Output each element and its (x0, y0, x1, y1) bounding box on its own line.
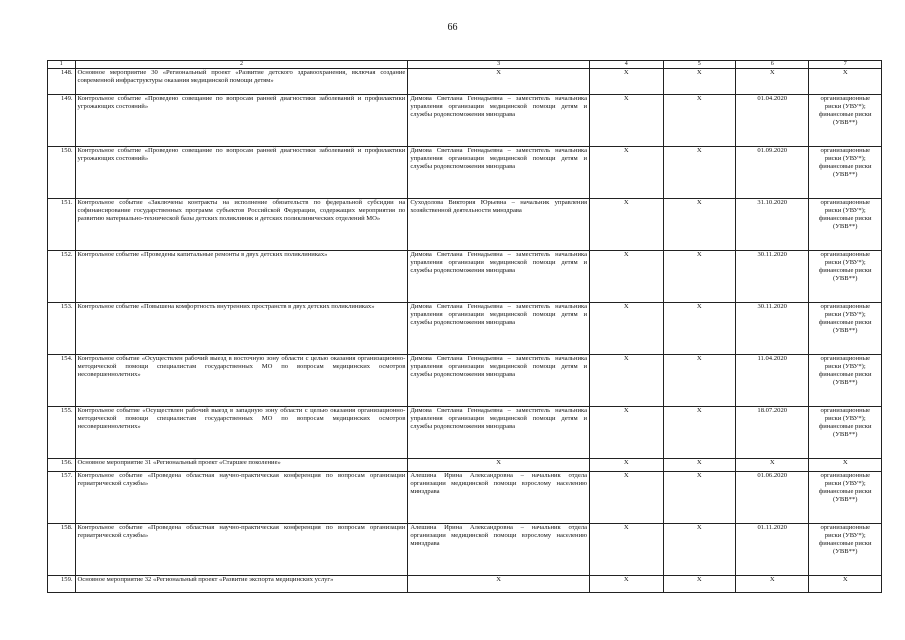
event-description: Контрольное событие «Осуществлен рабочий выезд в западную зону области с целью оказания организационно-методической помощи специалистам государственных МО по вопросам медицинских осмотров несовершеннолетних» (75, 407, 408, 459)
column-4-value: X (590, 459, 663, 472)
row-number: 153. (48, 303, 76, 355)
plan-table (47, 60, 882, 593)
risk-category: организационные риски (УВУ*); финансовые риски (УВВ**) (809, 303, 882, 355)
table-row (48, 407, 882, 459)
completion-date: 31.10.2020 (735, 199, 808, 251)
responsible-executor: X (408, 576, 590, 593)
column-5-value: X (663, 472, 735, 524)
risk-category: X (809, 69, 882, 95)
event-description: Контрольное событие «Проведена областная научно-практическая конференция по вопросам организации гериатрической службы» (75, 472, 408, 524)
completion-date: 01.06.2020 (735, 472, 808, 524)
column-4-value: X (590, 303, 663, 355)
column-4-value: X (590, 407, 663, 459)
column-4-value: X (590, 524, 663, 576)
column-4-value: X (590, 69, 663, 95)
column-5-value: X (663, 524, 735, 576)
responsible-executor: Димова Светлана Геннадьевна – заместитель начальника управления организации медицинской помощи детям и службы родовспоможения минздрава (408, 147, 590, 199)
risk-category: организационные риски (УВУ*); финансовые риски (УВВ**) (809, 147, 882, 199)
column-number-row (48, 61, 882, 69)
table-row (48, 576, 882, 593)
column-number: 6 (735, 61, 808, 69)
column-5-value: X (663, 199, 735, 251)
risk-category: организационные риски (УВУ*); финансовые риски (УВВ**) (809, 407, 882, 459)
completion-date: 01.09.2020 (735, 147, 808, 199)
column-5-value: X (663, 303, 735, 355)
table-row (48, 472, 882, 524)
responsible-executor: X (408, 69, 590, 95)
responsible-executor: X (408, 459, 590, 472)
event-description: Основное мероприятие 31 «Региональный проект «Старшее поколение» (75, 459, 408, 472)
row-number: 155. (48, 407, 76, 459)
column-4-value: X (590, 472, 663, 524)
row-number: 158. (48, 524, 76, 576)
event-description: Контрольное событие «Проведена областная научно-практическая конференция по вопросам организации гериатрической службы» (75, 524, 408, 576)
table-row (48, 69, 882, 95)
risk-category: организационные риски (УВУ*); финансовые риски (УВВ**) (809, 472, 882, 524)
row-number: 156. (48, 459, 76, 472)
table-row (48, 199, 882, 251)
row-number: 157. (48, 472, 76, 524)
responsible-executor: Димова Светлана Геннадьевна – заместитель начальника управления организации медицинской помощи детям и службы родовспоможения минздрава (408, 407, 590, 459)
table-row (48, 459, 882, 472)
responsible-executor: Димова Светлана Геннадьевна – заместитель начальника управления организации медицинской помощи детям и службы родовспоможения минздрава (408, 303, 590, 355)
page-number: 66 (447, 22, 458, 33)
event-description: Основное мероприятие 32 «Региональный проект «Развитие экспорта медицинских услуг» (75, 576, 408, 593)
responsible-executor: Алешина Ирина Александровна – начальник отдела организации медицинской помощи взрослому населению минздрава (408, 524, 590, 576)
completion-date: 18.07.2020 (735, 407, 808, 459)
completion-date: 01.11.2020 (735, 524, 808, 576)
column-5-value: X (663, 355, 735, 407)
completion-date: X (735, 459, 808, 472)
risk-category: X (809, 459, 882, 472)
event-description: Контрольное событие «Повышена комфортность внутренних пространств в двух детских поликлиниках» (75, 303, 408, 355)
event-description: Контрольное событие «Осуществлен рабочий выезд в восточную зону области с целью оказания организационно-методической помощи специалистам государственных МО по вопросам медицинских осмотров несовершеннолетних» (75, 355, 408, 407)
table-row (48, 251, 882, 303)
row-number: 151. (48, 199, 76, 251)
event-description: Контрольное событие «Проведены капитальные ремонты в двух детских поликлиниках» (75, 251, 408, 303)
column-5-value: X (663, 576, 735, 593)
responsible-executor: Димова Светлана Геннадьевна – заместитель начальника управления организации медицинской помощи детям и службы родовспоможения минздрава (408, 355, 590, 407)
responsible-executor: Димова Светлана Геннадьевна – заместитель начальника управления организации медицинской помощи детям и службы родовспоможения минздрава (408, 95, 590, 147)
column-4-value: X (590, 95, 663, 147)
event-description: Основное мероприятие 30 «Региональный проект «Развитие детского здравоохранения, включая создание современной инфраструктуры оказания медицинской помощи детям» (75, 69, 408, 95)
column-5-value: X (663, 459, 735, 472)
risk-category: организационные риски (УВУ*); финансовые риски (УВВ**) (809, 251, 882, 303)
column-4-value: X (590, 199, 663, 251)
row-number: 148. (48, 69, 76, 95)
column-number: 5 (663, 61, 735, 69)
completion-date: X (735, 576, 808, 593)
column-5-value: X (663, 69, 735, 95)
column-number: 4 (590, 61, 663, 69)
column-5-value: X (663, 407, 735, 459)
row-number: 154. (48, 355, 76, 407)
risk-category: организационные риски (УВУ*); финансовые риски (УВВ**) (809, 524, 882, 576)
column-4-value: X (590, 355, 663, 407)
completion-date: 01.04.2020 (735, 95, 808, 147)
column-4-value: X (590, 147, 663, 199)
risk-category: организационные риски (УВУ*); финансовые риски (УВВ**) (809, 95, 882, 147)
column-4-value: X (590, 251, 663, 303)
risk-category: организационные риски (УВУ*); финансовые риски (УВВ**) (809, 355, 882, 407)
column-number: 7 (809, 61, 882, 69)
column-4-value: X (590, 576, 663, 593)
table-row (48, 147, 882, 199)
completion-date: 30.11.2020 (735, 303, 808, 355)
table-row (48, 524, 882, 576)
risk-category: организационные риски (УВУ*); финансовые риски (УВВ**) (809, 199, 882, 251)
table-row (48, 303, 882, 355)
event-description: Контрольное событие «Проведено совещание по вопросам ранней диагностики заболеваний и профилактики угрожающих состояний» (75, 147, 408, 199)
row-number: 149. (48, 95, 76, 147)
column-5-value: X (663, 95, 735, 147)
column-5-value: X (663, 147, 735, 199)
event-description: Контрольное событие «Проведено совещание по вопросам ранней диагностики заболеваний и профилактики угрожающих состояний» (75, 95, 408, 147)
row-number: 152. (48, 251, 76, 303)
completion-date: 30.11.2020 (735, 251, 808, 303)
column-number: 2 (75, 61, 408, 69)
table-row (48, 95, 882, 147)
risk-category: X (809, 576, 882, 593)
row-number: 150. (48, 147, 76, 199)
completion-date: X (735, 69, 808, 95)
completion-date: 11.04.2020 (735, 355, 808, 407)
event-description: Контрольное событие «Заключены контракты на исполнение обязательств по федеральной субсидии на софинансирование государственных программ субъектов Российской Федерации, содержащих мероприятия по развитию материально-технической базы детских поликлиник и детских поликлинических отделений МО» (75, 199, 408, 251)
column-number: 1 (48, 61, 76, 69)
table-row (48, 355, 882, 407)
row-number: 159. (48, 576, 76, 593)
responsible-executor: Димова Светлана Геннадьевна – заместитель начальника управления организации медицинской помощи детям и службы родовспоможения минздрава (408, 251, 590, 303)
responsible-executor: Алешина Ирина Александровна – начальник отдела организации медицинской помощи взрослому населению минздрава (408, 472, 590, 524)
column-5-value: X (663, 251, 735, 303)
column-number: 3 (408, 61, 590, 69)
responsible-executor: Суходолова Виктория Юрьевна – начальник управления хозяйственной деятельности минздрава (408, 199, 590, 251)
